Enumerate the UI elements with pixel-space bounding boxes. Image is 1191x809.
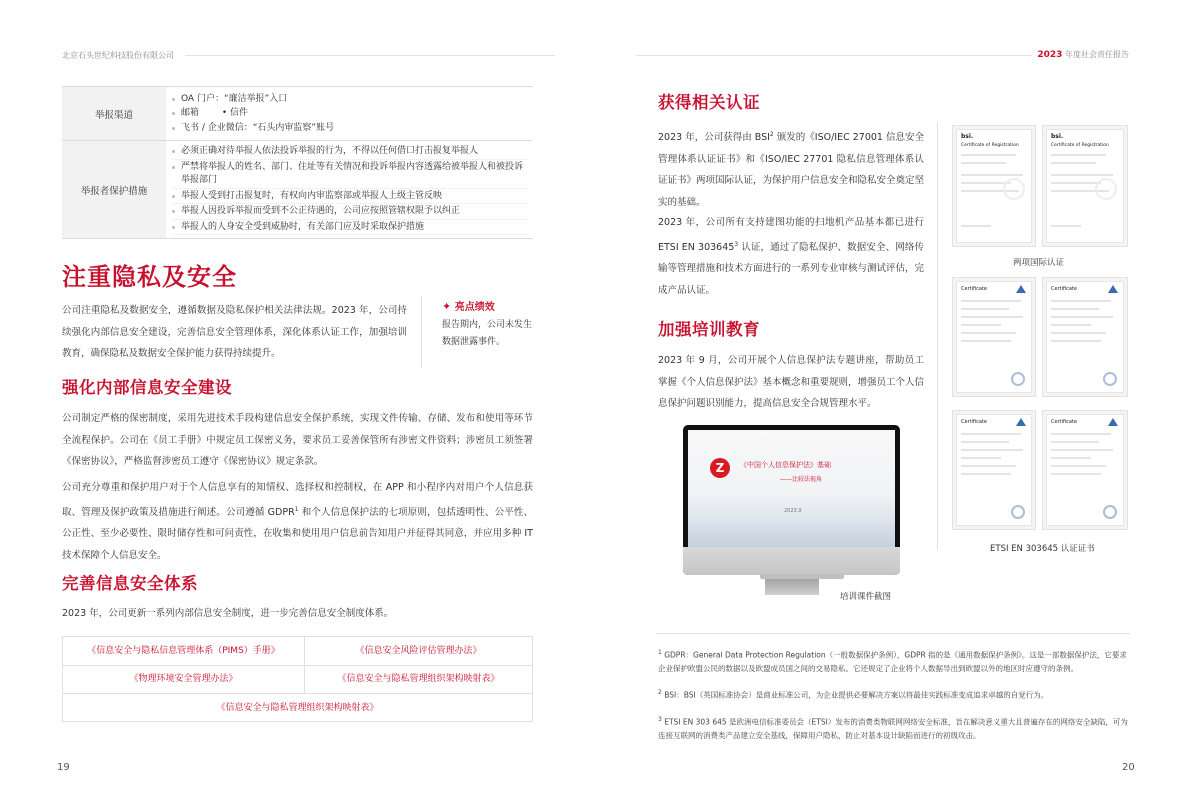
- table-row: [62, 87, 533, 141]
- footnote: [658, 646, 1130, 675]
- text-line: [1051, 449, 1113, 451]
- certificate-page: [956, 414, 1032, 526]
- seal-icon: [1103, 505, 1117, 519]
- text-line: [961, 154, 1016, 156]
- bsi-logo: bsi.: [1051, 133, 1064, 140]
- privacy-intro: 公司注重隐私及数据安全，遵循数据及隐私保护相关法律法规。2023 年，公司持续强化内部信息安全建设，完善信息安全管理体系，深化体系认证工作，加强培训教育，确保隐私及数据安全保护能力获得持续提升。: [62, 305, 407, 359]
- text-line: [961, 441, 1009, 443]
- text-line: [1051, 308, 1099, 310]
- page-number-left: 19: [57, 762, 70, 773]
- policy-doc: 《信息安全与隐私管理组织架构映射表》: [216, 703, 379, 713]
- policy-doc: 《信息安全风险评估管理办法》: [355, 646, 482, 656]
- seal-icon: [1011, 505, 1025, 519]
- text-line: [961, 332, 1016, 334]
- footnote-divider: [656, 633, 1130, 634]
- certs-para-1b: 颁发的《ISO/IEC 27001 信息安全管理体系认证证书》和《ISO/IEC 27701 隐私信息管理体系认证证书》两项国际认证，为保护用户信息安全和隐私安全奠定坚实的基础。: [658, 132, 925, 208]
- slide-date: 2023.9: [784, 508, 802, 514]
- text-line: [1051, 300, 1111, 302]
- training-slide-monitor: [683, 425, 900, 577]
- footnote: [658, 713, 1130, 742]
- footnote-ref: 3: [734, 240, 739, 248]
- highlight-box: [421, 296, 533, 368]
- triangle-logo-icon: [1108, 285, 1118, 293]
- footnote-num: 1: [658, 649, 662, 656]
- highlight-title: [442, 298, 533, 313]
- policy-doc: 《物理环境安全管理办法》: [129, 674, 238, 684]
- text-line: [961, 174, 1023, 176]
- cloud-image: [688, 518, 895, 547]
- list-item: OA 门户：“廉洁举报”入口: [172, 92, 527, 107]
- certs-para-2a: 2023 年，公司所有支持建图功能的扫地机产品基本都已进行 ETSI EN 303645: [658, 217, 924, 253]
- training-para: 2023 年 9 月，公司开展个人信息保护法专题讲座，帮助员工掌握《个人信息保护法》基本概念和重要规则，增强员工个人信息保护问题识别能力，提高信息安全合规管理水平。: [658, 355, 925, 409]
- system-intro: 2023 年，公司更新一系列内部信息安全制度，进一步完善信息安全制度体系。: [62, 608, 394, 619]
- section-title-training: 加强培训教育: [658, 320, 760, 339]
- etsi-certificate-image: [952, 277, 1036, 397]
- section-title-privacy: 注重隐私及安全: [62, 263, 237, 291]
- text-line: [1051, 433, 1111, 435]
- list-item: 举报人的人身安全受到威胁时，有关部门应及时采取保护措施: [172, 220, 527, 236]
- row-value: [166, 141, 533, 239]
- row-value: [166, 87, 533, 141]
- table-row: [62, 141, 533, 239]
- footnote-ref: 1: [294, 505, 299, 513]
- caption-etsi-certs: ETSI EN 303645 认证证书: [990, 544, 1095, 554]
- footnote-text: ETSI EN 303 645 是欧洲电信标准委员会（ETSI）发布的消费类物联网网络安全标准，旨在解决意义重大且普遍存在的网络安全缺陷，可为连接互联网的消费类产品建立安全基线，保障用户隐私，防止对基本设计缺陷而进行的初级攻击。: [658, 717, 1128, 740]
- page-number-right: 20: [1122, 762, 1135, 773]
- header-divider: [185, 55, 555, 56]
- footnote-num: 3: [658, 716, 662, 723]
- brand-logo-icon: Z: [710, 458, 730, 478]
- triangle-logo-icon: [1016, 285, 1026, 293]
- cert-title: Certificate: [1051, 286, 1077, 292]
- seal-icon: [1011, 372, 1025, 386]
- certs-para-1a: 2023 年，公司获得由 BSI: [658, 132, 770, 144]
- policy-doc: 《信息安全与隐私信息管理体系（PIMS）手册》: [87, 646, 280, 656]
- cert-title: Certificate: [961, 419, 987, 425]
- internal-para-2a: 公司充分尊重和保护用户对于个人信息享有的知情权、选择权和控制权，在 APP 和小程序内对用户个人信息获取、管理及保护政策及措施进行阐述。公司遵循 GDPR: [62, 482, 533, 518]
- caption-intl-certs: 两项国际认证: [1013, 258, 1065, 268]
- highlight-title-text: 亮点绩效: [454, 302, 495, 313]
- report-title: [1037, 49, 1129, 60]
- text-line: [961, 308, 1009, 310]
- slide-screen: [688, 430, 895, 547]
- column-divider: [937, 122, 938, 550]
- text-line: [961, 324, 1001, 326]
- footnote-text: GDPR：General Data Protection Regulation（一般数据保护条例），GDPR 指的是《通用数据保护条例》。这是一部数据保护法，它要求企业保护欧盟公民的数据以及欧盟成员国之间的交易隐私。它还规定了企业将个人数据导出到欧盟以外的地区时应遵守的条例。: [658, 650, 1127, 673]
- header-divider: [636, 55, 1032, 56]
- monitor-chin: [683, 547, 900, 575]
- text-line: [1051, 324, 1091, 326]
- certificate-page: [1046, 281, 1124, 393]
- slide-title: 《中国个人信息保护法》基础: [740, 461, 831, 469]
- text-line: [961, 433, 1021, 435]
- policy-grid: [62, 636, 533, 722]
- footnote: [658, 686, 1130, 702]
- list-item: 严禁将举报人的姓名、部门、住址等有关情况和投诉举报内容透露给被举报人和被投诉举报部门: [172, 160, 527, 189]
- internal-para-2: [62, 477, 533, 566]
- etsi-certificate-image: [1042, 277, 1128, 397]
- list-item: 必须正确对待举报人依法投诉举报的行为，不得以任何借口打击报复举报人: [172, 144, 527, 160]
- star-icon: ✦: [442, 300, 452, 313]
- text-line: [961, 300, 1021, 302]
- list-item: 飞书 / 企业微信：“石头内审监察”账号: [172, 121, 527, 136]
- highlight-text: 报告期内，公司未发生数据泄露事件。: [442, 320, 533, 347]
- internal-para-1: 公司制定严格的保密制度，采用先进技术手段构建信息安全保护系统，实现文件传输、存储、发布和使用等环节全流程保护。公司在《员工手册》中规定员工保密义务，要求员工妥善保管所有涉密文件资料；涉密员工须签署《保密协议》，严格监督涉密员工遵守《保密协议》规定条款。: [62, 413, 533, 467]
- bsi-certificate-image: [952, 125, 1036, 247]
- section-title-internal: 强化内部信息安全建设: [62, 378, 232, 397]
- cert-title: Certificate: [1051, 419, 1077, 425]
- etsi-certificate-image: [1042, 410, 1128, 530]
- text-line: [961, 316, 1023, 318]
- text-line: [1051, 162, 1096, 164]
- text-line: [1051, 316, 1113, 318]
- text-line: [1051, 441, 1099, 443]
- seal-icon: [1103, 372, 1117, 386]
- company-name: 北京石头世纪科技股份有限公司: [62, 51, 174, 60]
- text-line: [1051, 174, 1113, 176]
- section-title-system: 完善信息安全体系: [62, 574, 198, 593]
- section-title-certs: 获得相关认证: [658, 93, 760, 112]
- list-item: 举报人受到打击报复时，有权向内审监察部或举报人上级主管反映: [172, 189, 527, 205]
- text-line: [961, 340, 1011, 342]
- text-line: [1051, 340, 1101, 342]
- cert-title: Certificate of Registration: [961, 143, 1019, 148]
- triangle-logo-icon: [1108, 418, 1118, 426]
- bsi-certificate-image: [1042, 125, 1128, 247]
- footnote-num: 2: [658, 689, 662, 696]
- text-line: [1051, 332, 1106, 334]
- policy-doc: 《信息安全与隐私管理组织架构映射表》: [337, 674, 500, 684]
- text-line: [961, 225, 991, 227]
- report-name: 年度社会责任报告: [1065, 50, 1129, 59]
- monitor-base: [760, 574, 844, 579]
- row-label: 举报渠道: [62, 87, 166, 141]
- caption-training: 培训课件截图: [840, 592, 892, 602]
- text-line: [1051, 473, 1101, 475]
- certs-para-2b: 认证，通过了隐私保护、数据安全、网络传输等管理措施和技术方面进行的一系列专业审核与测试评估，完成产品认证。: [658, 241, 925, 296]
- text-line: [1051, 457, 1091, 459]
- list-item: 邮箱 • 信件: [172, 106, 527, 121]
- row-label: 举报者保护措施: [62, 141, 166, 239]
- report-year: 2023: [1037, 50, 1063, 60]
- slide-subtitle: ——比较法视角: [780, 476, 823, 483]
- cert-title: Certificate of Registration: [1051, 143, 1109, 148]
- text-line: [1051, 182, 1101, 184]
- text-line: [961, 473, 1011, 475]
- text-line: [961, 457, 1001, 459]
- watermark-icon: [1095, 178, 1117, 200]
- etsi-certificate-image: [952, 410, 1036, 530]
- bsi-logo: bsi.: [961, 133, 974, 140]
- list-item: 举报人因投诉举报而受到不公正待遇的，公司应按照管辖权限予以纠正: [172, 204, 527, 220]
- text-line: [1051, 154, 1106, 156]
- footnote-ref: 2: [769, 131, 774, 138]
- text-line: [1051, 465, 1106, 467]
- internal-para-2b: 和个人信息保护法的七项原则，包括透明性、公平性、公正性、至少必要性、限时储存性和可问责性，在收集和使用用户信息前告知用户并征得其同意，并应用多种 IT 技术保障个人信息安全。: [62, 506, 534, 561]
- text-line: [1051, 225, 1081, 227]
- watermark-icon: [1003, 178, 1025, 200]
- footnote-text: BSI：BSI（英国标准协会）是商业标准公司，为企业提供必要解决方案以将最佳实践标准变成追求卓越的自觉行为。: [664, 690, 1049, 700]
- triangle-logo-icon: [1016, 418, 1026, 426]
- certificate-page: [956, 281, 1032, 393]
- certs-para-1: [658, 124, 924, 213]
- text-line: [961, 449, 1023, 451]
- report-table: [62, 86, 533, 239]
- certs-para-2: [658, 212, 924, 301]
- certificate-page: [956, 129, 1032, 243]
- text-line: [961, 162, 1006, 164]
- certificate-page: [1046, 414, 1124, 526]
- certificate-page: [1046, 129, 1124, 243]
- text-line: [961, 465, 1016, 467]
- cert-title: Certificate: [961, 286, 987, 292]
